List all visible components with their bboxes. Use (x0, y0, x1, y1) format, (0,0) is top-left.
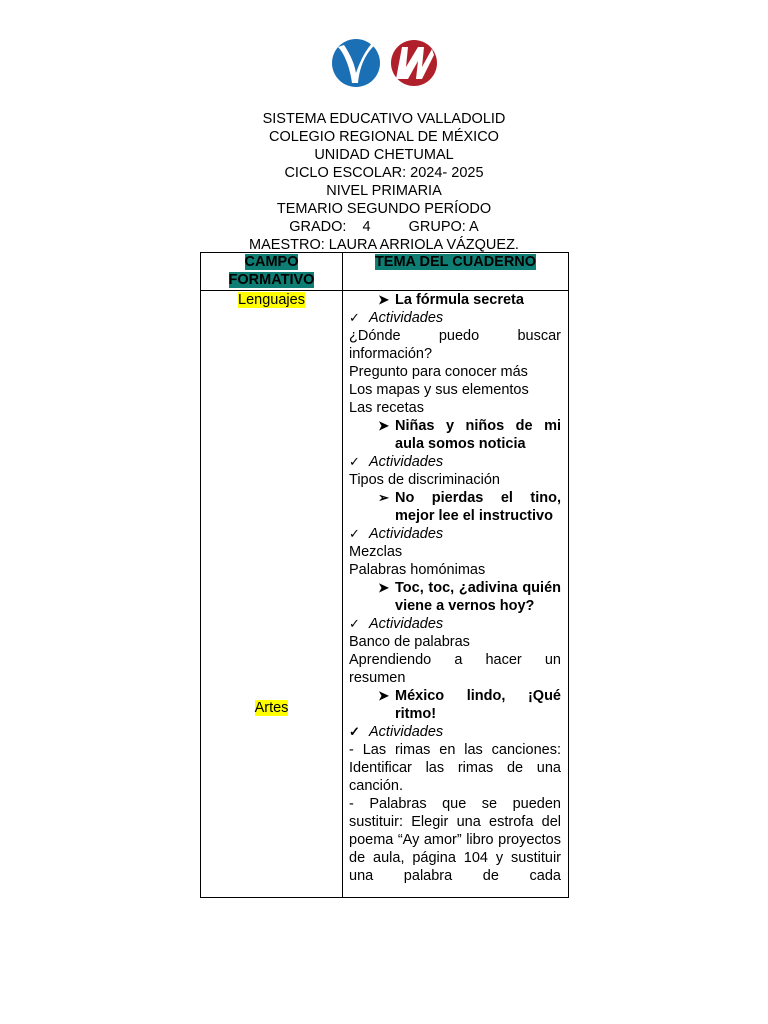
checkmark-icon: ✓ (349, 454, 360, 469)
campo-artes: Artes (254, 700, 289, 716)
activity-item: - Las rimas en las canciones: Identificar las rimas de una canción. (349, 742, 561, 794)
activity-item: - Palabras que se pueden sustituir: Elegir una estrofa del poema “Ay amor” libro proyectos de aula, página 104 y sustituir una palabra de cada (349, 796, 561, 884)
header-line: SISTEMA EDUCATIVO VALLADOLID (262, 111, 506, 127)
grado-value: 4 (362, 219, 371, 235)
campo-lenguajes: Lenguajes (238, 292, 305, 308)
activity-item: ¿Dónde puedo buscar información? (349, 328, 561, 362)
teacher-line: MAESTRO: LAURA ARRIOLA VÁZQUEZ. (249, 237, 519, 253)
actividades-label: ✓ Actividades (349, 310, 444, 326)
activity-item: Las recetas (349, 400, 424, 416)
topic-item: ➤ Toc, toc, ¿adivina quién viene a vernos hoy? (349, 579, 561, 615)
arrow-bullet-icon: ➤ (378, 418, 389, 433)
topic-item: ➢ No pierdas el tino, mejor lee el instructivo (349, 489, 561, 525)
activity-item: Aprendiendo a hacer un resumen (349, 652, 561, 686)
arrow-bullet-icon: ➤ (378, 580, 389, 595)
activity-item: Tipos de discriminación (349, 472, 500, 488)
arrow-bullet-icon: ➤ (378, 292, 389, 307)
document-header (200, 110, 568, 254)
campo-header-line1: CAMPO (244, 254, 299, 270)
header-line: COLEGIO REGIONAL DE MÉXICO (269, 129, 499, 145)
grade-group-line (200, 218, 568, 236)
checkmark-icon: ✓ (349, 616, 360, 631)
grado-label: GRADO: (289, 219, 347, 235)
actividades-label: ✓ Actividades (349, 724, 444, 740)
arrow-bullet-icon: ➤ (378, 688, 389, 703)
actividades-label: ✓ Actividades (349, 616, 444, 632)
checkmark-icon: ✓ (349, 724, 360, 739)
activity-item: Pregunto para conocer más (349, 364, 528, 380)
header-line: CICLO ESCOLAR: 2024- 2025 (284, 165, 484, 181)
topic-item: ➤ México lindo, ¡Qué ritmo! (349, 687, 561, 723)
tema-cell (343, 291, 569, 898)
header-line: TEMARIO SEGUNDO PERÍODO (276, 201, 492, 217)
header-line: UNIDAD CHETUMAL (314, 147, 454, 163)
activity-item: Banco de palabras (349, 634, 470, 650)
logo-red-emblem (391, 40, 437, 86)
actividades-label: ✓ Actividades (349, 454, 444, 470)
school-logo (330, 33, 440, 91)
tema-header (343, 253, 569, 291)
topics-table (200, 252, 569, 898)
actividades-label: ✓ Actividades (349, 526, 444, 542)
topic-item: ➤ Niñas y niños de mi aula somos noticia (349, 417, 561, 453)
topic-item: ➤ La fórmula secreta (349, 291, 561, 309)
activity-item: Mezclas (349, 544, 403, 560)
table-row (201, 291, 569, 898)
campo-header-line2: FORMATIVO (228, 272, 315, 288)
header-line: NIVEL PRIMARIA (326, 183, 442, 199)
logo-blue-emblem (332, 39, 380, 87)
activity-item: Los mapas y sus elementos (349, 382, 529, 398)
grupo-label: GRUPO: A (408, 219, 479, 235)
checkmark-icon: ✓ (349, 310, 360, 325)
campo-header (201, 253, 343, 291)
tema-header-label: TEMA DEL CUADERNO (374, 254, 537, 270)
checkmark-icon: ✓ (349, 526, 360, 541)
arrow-bullet-icon: ➢ (378, 490, 389, 505)
campo-cell (201, 291, 343, 898)
activity-item: Palabras homónimas (349, 562, 486, 578)
table-header-row (201, 253, 569, 291)
